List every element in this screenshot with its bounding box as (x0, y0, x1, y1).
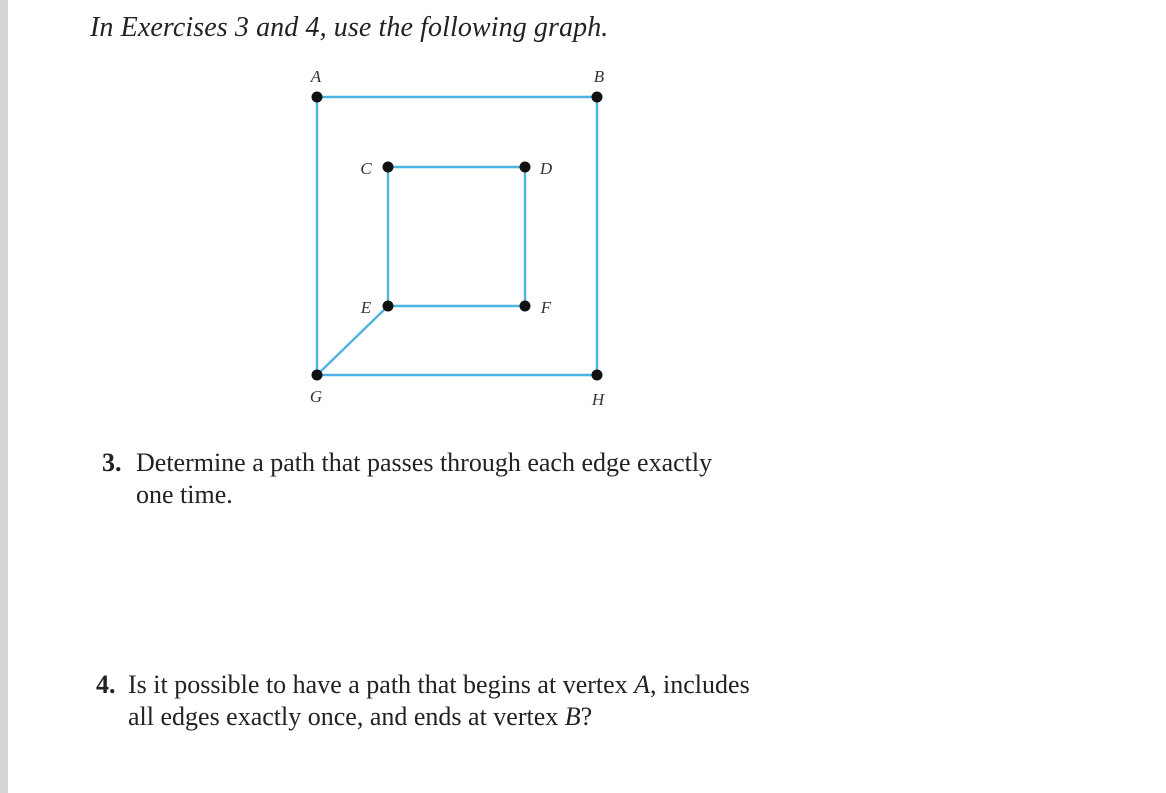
exercise-4-vertex-a: A (634, 670, 651, 699)
exercise-4-number: 4. (96, 670, 116, 699)
exercise-4-line1-a: Is it possible to have a path that begins at vertex (128, 670, 635, 699)
vertex-label-G: G (309, 387, 323, 406)
exercise-intro: In Exercises 3 and 4, use the following graph. (90, 12, 609, 43)
vertex-label-D: D (539, 159, 553, 178)
vertex-label-C: C (360, 159, 372, 178)
vertex-B (592, 92, 603, 103)
exercise-4-line2-a: all edges exactly once, and ends at vertex (128, 702, 565, 731)
vertex-A (312, 92, 323, 103)
vertex-label-B: B (593, 67, 605, 86)
vertex-label-E: E (360, 298, 372, 317)
edge-G-E (317, 306, 388, 375)
exercise-4-vertex-b: B (564, 702, 581, 731)
vertex-C (383, 162, 394, 173)
exercise-4-line1-b: , includes (650, 670, 750, 699)
exercise-3-line1: Determine a path that passes through each edge exactly (136, 448, 713, 477)
vertex-D (520, 162, 531, 173)
vertex-H (592, 370, 603, 381)
vertex-E (383, 301, 394, 312)
vertex-label-H: H (591, 390, 605, 409)
vertex-label-A: A (310, 67, 322, 86)
vertex-G (312, 370, 323, 381)
exercise-3-number: 3. (102, 448, 122, 477)
exercise-3-line2: one time. (136, 480, 233, 509)
exercise-4 (96, 669, 750, 733)
vertex-label-F: F (540, 298, 552, 317)
vertex-F (520, 301, 531, 312)
exercise-4-line2-b: ? (580, 702, 593, 731)
exercise-3 (102, 447, 712, 511)
